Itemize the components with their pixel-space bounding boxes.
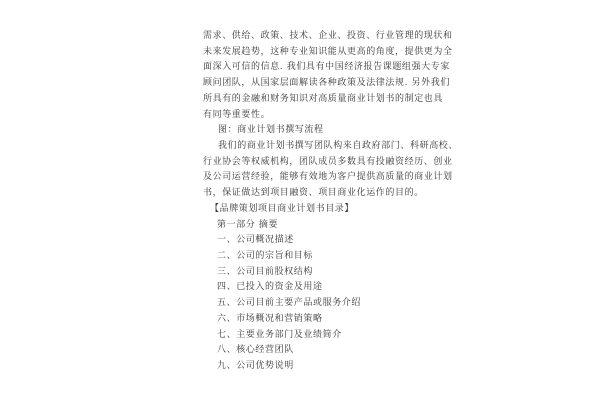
intro-line-5: 所具有的金融和财务知识对高质量商业计划书的制定也具 <box>203 94 444 104</box>
team-line-1: 我们的商业计划书撰写团队构来自政府部门、科研高校、 <box>218 141 459 151</box>
team-line-4: 书，保证做达到项目融资、项目商业化运作的目的。 <box>203 188 424 198</box>
toc-item: 五、公司目前主要产品或服务介绍 <box>217 298 362 308</box>
toc-item: 四、已投入的资金及用途 <box>217 282 323 292</box>
team-line-2: 行业协会等权威机构，团队成员多数具有投融资经历、创业 <box>203 157 453 167</box>
intro-line-4: 顾问团队，从国家层面解读各种政策及法律法规. 另外我们 <box>203 78 450 88</box>
team-line-3: 及公司运营经验，能够有效地为客户提供高质量的商业计划 <box>203 172 453 182</box>
toc-title: 【品牌策划项目商业计划书目录】 <box>210 204 355 214</box>
toc-item-hidden-9: 九、公司优势说明 <box>217 361 294 371</box>
toc-item: 七、主要业务部门及业绩简介 <box>217 330 342 340</box>
part-one-heading: 第一部分 摘要 <box>217 220 279 230</box>
toc-item: 二、公司的宗旨和目标 <box>217 251 314 261</box>
intro-line-6: 有同等重要性。 <box>203 110 271 120</box>
toc-item: 六、市场概况和营销策略 <box>217 314 323 324</box>
toc-item: 三、公司目前股权结构 <box>217 267 314 277</box>
intro-line-3: 面深入可信的信息. 我们具有中国经济报告课题组强大专家 <box>203 62 450 72</box>
intro-line-1: 需求、供给、政策、技术、企业、投资、行业管理的现状和 <box>203 31 453 41</box>
figure-caption: 图：商业计划书撰写流程 <box>218 125 324 135</box>
toc-item-hidden-8: 八、核心经营团队 <box>217 345 294 355</box>
toc-item: 一、公司概况描述 <box>217 235 294 245</box>
intro-line-2: 未来发展趋势，这种专业知识能从更高的角度，提供更为全 <box>203 47 453 57</box>
